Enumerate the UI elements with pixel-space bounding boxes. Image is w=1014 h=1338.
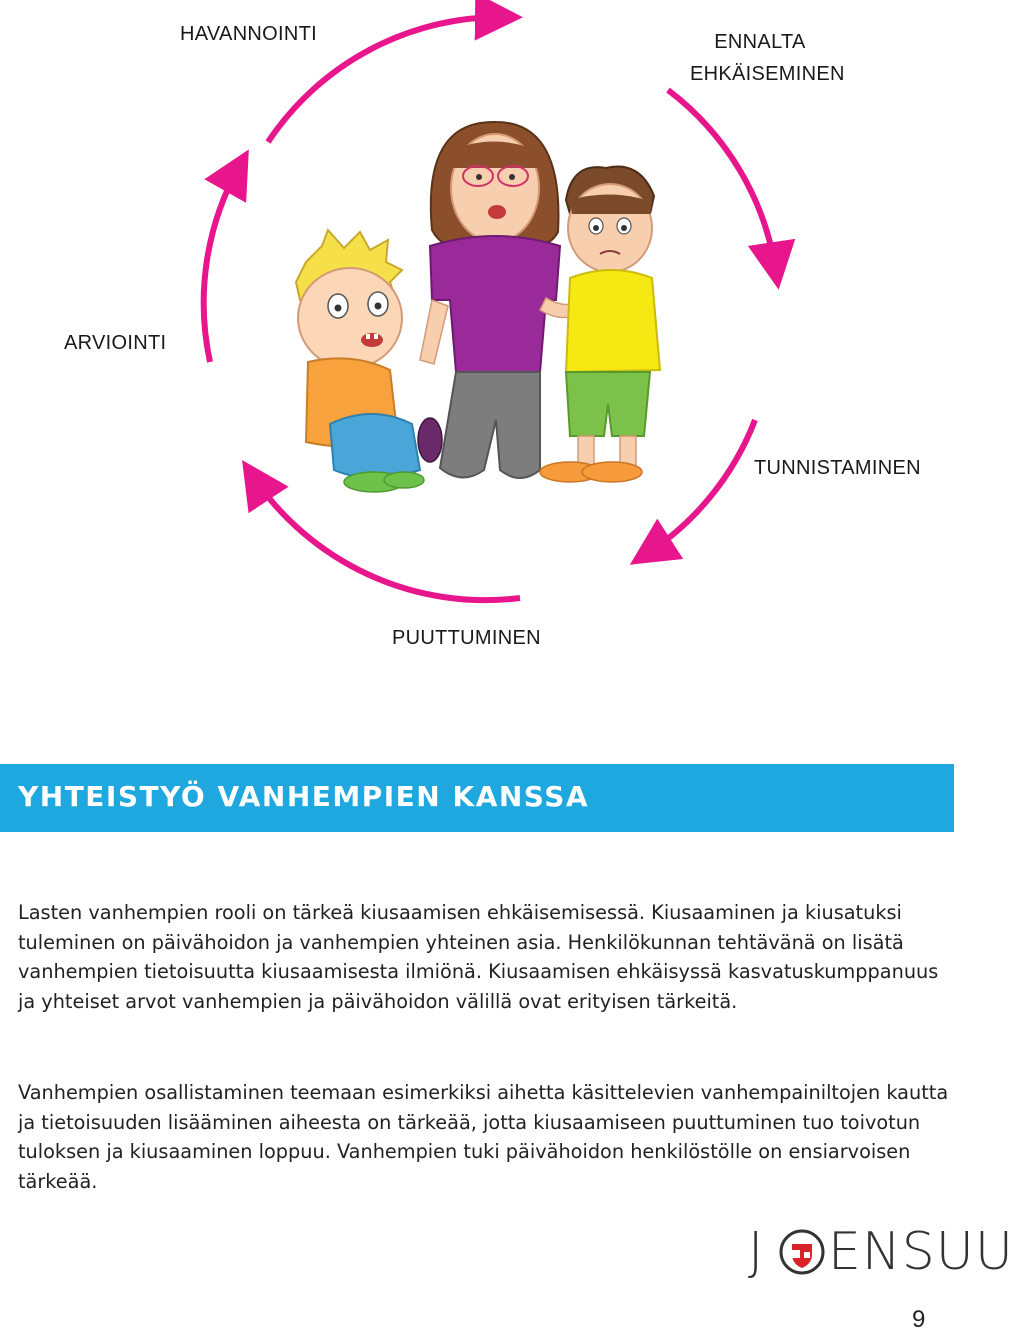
paragraph-1: Lasten vanhempien rooli on tärkeä kiusaamisen ehkäisemisessä. Kiusaaminen ja kiusatuksi tuleminen on päivähoidon ja vanhempien yhteinen asia. Henkilökunnan tehtävänä on lisätä vanhempien tietoisuutta kiusaamisesta ilmiönä. Kiusaamisen ehkäisyssä kasvatuskumppanuus ja yhteiset arvot vanhempien ja päivähoidon välillä ovat erityisen tärkeitä. bbox=[18, 901, 939, 1013]
logo-emblem-icon bbox=[778, 1228, 826, 1276]
label-intervention: PUUTTUMINEN bbox=[392, 627, 541, 649]
arrow-identification-to-intervention bbox=[645, 420, 755, 555]
illustration bbox=[296, 122, 660, 492]
arrow-intervention-to-evaluation bbox=[252, 475, 520, 600]
paragraph-2: Vanhempien osallistaminen teemaan esimerkiksi aihetta käsittelevien vanhempainiltojen kautta ja tietoisuuden lisääminen aiheesta on tärkeää, jotta kiusaamiseen puuttuminen tuo toivotun tuloksen ja kiusaaminen loppuu. Vanhempien tuki päivähoidon henkilöstölle on ensiarvoisen tärkeää. bbox=[18, 1081, 949, 1193]
label-observation: HAVANNOINTI bbox=[180, 23, 318, 45]
arrow-evaluation-to-observation bbox=[204, 165, 240, 362]
section-banner bbox=[0, 764, 954, 832]
label-evaluation: ARVIOINTI bbox=[64, 332, 167, 354]
section-title: YHTEISTYÖ VANHEMPIEN KANSSA bbox=[18, 780, 590, 813]
arrow-prevention-to-identification bbox=[668, 90, 776, 272]
label-prevention: ENNALTA EHKÄISEMINEN bbox=[690, 31, 845, 85]
logo-letter-j: J bbox=[748, 1222, 764, 1282]
page-number: 9 bbox=[912, 1306, 926, 1333]
logo-wordmark: ENSUU bbox=[828, 1222, 1014, 1282]
teacher-figure bbox=[418, 122, 590, 478]
label-identification: TUNNISTAMINEN bbox=[754, 457, 921, 479]
blond-boy-figure bbox=[296, 230, 424, 492]
joensuu-logo bbox=[748, 1222, 1014, 1282]
